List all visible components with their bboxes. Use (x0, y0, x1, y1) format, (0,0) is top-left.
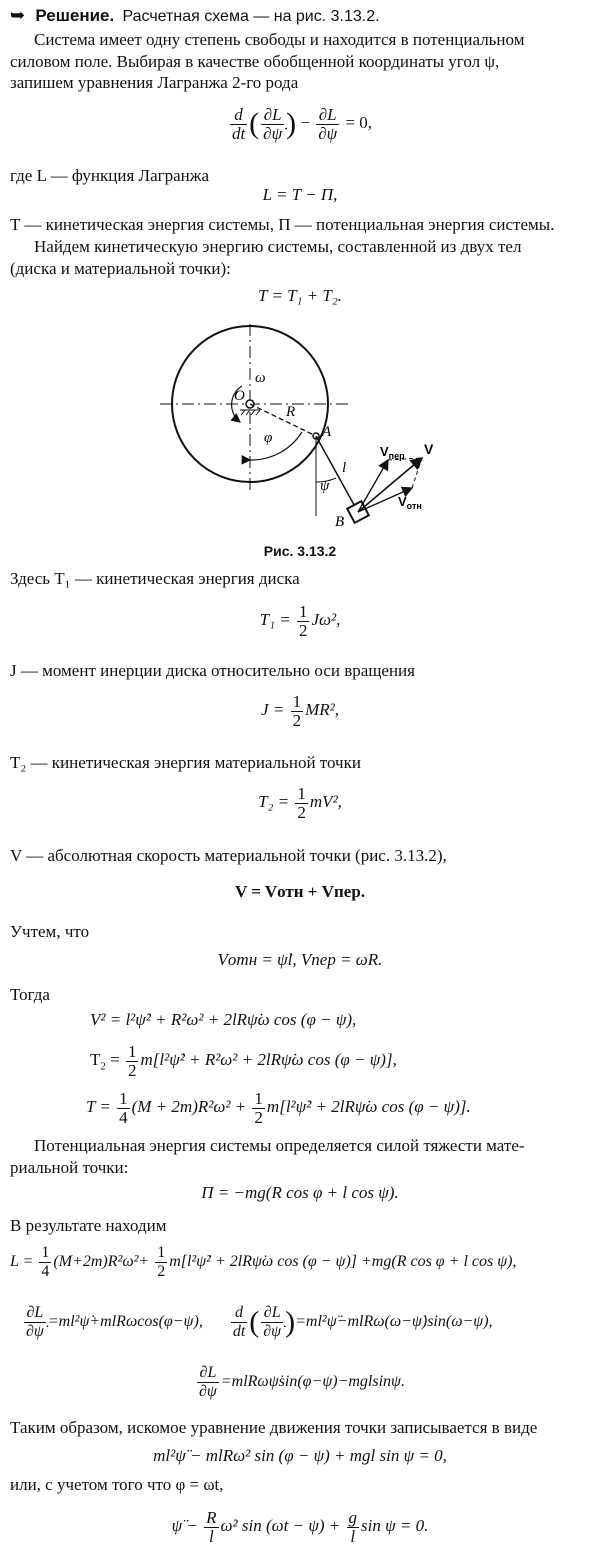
paragraph-3: T — кинетическая энергия системы, Π — потенциальная энергия системы. (10, 215, 555, 234)
paragraph-12: В результате находим (10, 1216, 167, 1235)
label-b: B (335, 514, 345, 530)
paragraph-11b: риальной точки: (10, 1158, 129, 1177)
disk-diagram (150, 310, 450, 530)
paragraph-4b: (диска и материальной точки): (10, 259, 231, 278)
T2-full-equation: $T_2$ = $\frac{1}{2}$ m[l²ψ̇² + R²ω² + 2lRψ̇ω cos (φ − ψ)], (90, 1041, 397, 1080)
paragraph-9: Учтем, что (10, 922, 90, 941)
label-v: V (424, 441, 434, 457)
label-r: R (286, 404, 296, 420)
label-v-per: $V_{пер}$ (380, 444, 405, 461)
J-equation: J = $\frac{1}{2}$ MR², (261, 691, 339, 730)
paragraph-1b: силовом поле. Выбирая в качестве обобщенной координаты угол ψ, (10, 52, 500, 71)
T-full-equation: T = $\frac{1}{4}$ (M + 2m)R²ω² + $\frac{1}{2}$ m[l²ψ̇² + 2lRψ̇ω cos (φ − ψ)]. (86, 1088, 471, 1127)
paragraph-8: V — абсолютная скорость материальной точки (рис. 3.13.2), (10, 846, 447, 865)
T-sum: T = T₁ + T₂. (257, 286, 343, 305)
partial-derivatives-row: $\frac{\partial L}{\partial\psi̇}$ =ml²ψ̇+mlRωcos(φ−ψ), $\frac{d}{dt}$ ( $\frac{\partial L}{\partial\psi̇}$ )=ml²ψ̈−mlRω(ω−ψ̇)sin(ω−ψ), (26, 1303, 493, 1340)
label-phi: φ (264, 430, 273, 446)
radius-line (250, 404, 316, 436)
motion-equation: ml²ψ̈ − mlRω² sin (φ − ψ) + mgl sin ψ = 0, (153, 1446, 447, 1465)
paragraph-4a: Найдем кинетическую энергию системы, составленной из двух тел (34, 237, 522, 256)
label-o: O (234, 388, 245, 404)
paragraph-11a: Потенциальная энергия системы определяется силой тяжести мате- (34, 1136, 525, 1155)
paragraph-5: Здесь T₁ — кинетическая энергия диска (10, 569, 300, 588)
label-l: l (342, 460, 347, 476)
solution-lead: Расчетная схема — на рис. 3.13.2. (122, 8, 380, 25)
v-per-arrow (358, 460, 388, 512)
final-equation: ψ̈ − $\frac{R}{l}$ ω² sin (ωt − ψ) + $\frac{g}{l}$ sin ψ = 0. (171, 1507, 429, 1546)
V-squared-equation: V² = l²ψ̇² + R²ω² + 2lRψ̇ω cos (φ − ψ), (90, 1010, 357, 1029)
label-v-otn: $V_{отн}$ (398, 494, 422, 511)
paragraph-1a: Система имеет одну степень свободы и находится в потенциальном (34, 30, 525, 49)
paragraph-7: T₂ — кинетическая энергия материальной точки (10, 753, 361, 772)
arrow-icon: ➥ (10, 5, 26, 26)
solution-header (10, 6, 380, 27)
rod-ab (316, 436, 358, 512)
paragraph-10: Тогда (10, 985, 50, 1004)
T2-equation: T₂ = $\frac{1}{2}$ mV², (258, 783, 342, 822)
V-vector-equation: V = Vотн + Vпер. (234, 882, 366, 901)
dL-dpsi-equation: $\frac{\partial L}{\partial\psi}$ =mlRωψ̇sin(φ−ψ)−mglsinψ. (199, 1363, 405, 1400)
paragraph-2: где L — функция Лагранжа (10, 166, 210, 185)
label-omega: ω (255, 370, 266, 386)
phi-angle-arc (250, 432, 302, 460)
figure-caption: Рис. 3.13.2 (263, 543, 337, 559)
solution-title: Решение. (35, 6, 115, 25)
label-a: A (322, 424, 332, 440)
paragraph-13: Таким образом, искомое уравнение движения точки записывается в виде (10, 1418, 538, 1437)
paragraph-6: J — момент инерции диска относительно оси вращения (10, 661, 415, 680)
paragraph-14: или, с учетом того что φ = ωt, (10, 1475, 224, 1494)
paragraph-1c: запишем уравнения Лагранжа 2-го рода (10, 73, 299, 92)
L-definition: L = T − Π, (262, 185, 338, 204)
V-components: Vотн = ψ̇l, Vпер = ωR. (217, 950, 383, 969)
label-psi: ψ (320, 478, 330, 494)
T1-equation: T₁ = $\frac{1}{2}$ Jω², (259, 601, 341, 640)
L-full-equation: L = $\frac{1}{4}$ (M+2m)R²ω²+ $\frac{1}{2}$ m[l²ψ̇² + 2lRψ̇ω cos (φ − ψ)] +mg(R cos φ + l cos ψ), (10, 1243, 517, 1280)
potential-energy-equation: Π = −mg(R cos φ + l cos ψ). (201, 1183, 399, 1202)
lagrange-equation: $\frac{d}{dt}$ ( $\frac{\partial L}{\partial\psi̇}$ ) − $\frac{\partial L}{\partial\psi}$ = 0, (231, 104, 373, 143)
